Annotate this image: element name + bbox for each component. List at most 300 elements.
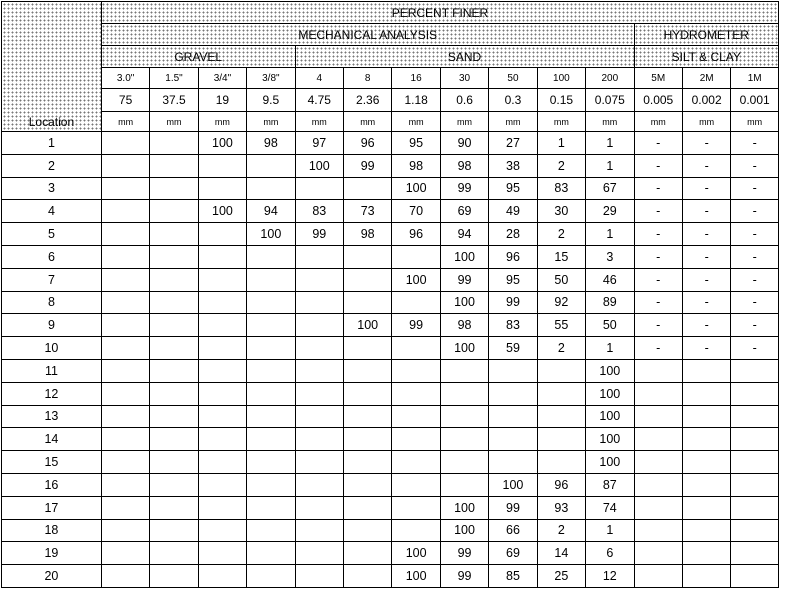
value-cell: 100 [440, 245, 488, 268]
sieve-cell-3: 3/8" [247, 68, 295, 89]
value-cell [392, 428, 440, 451]
value-cell: - [682, 268, 730, 291]
size-cell-10: 0.075 [586, 89, 634, 112]
value-cell: 6 [586, 542, 634, 565]
unit-cell-2: mm [198, 112, 246, 132]
value-cell [392, 245, 440, 268]
value-cell: 2 [537, 519, 585, 542]
value-cell [392, 496, 440, 519]
table-row [2, 268, 779, 291]
value-cell [198, 223, 246, 246]
value-cell [537, 382, 585, 405]
value-cell: 100 [440, 496, 488, 519]
value-cell [343, 565, 391, 588]
value-cell: 99 [440, 565, 488, 588]
value-cell: 100 [586, 428, 634, 451]
value-cell: 83 [295, 200, 343, 223]
value-cell [150, 359, 198, 382]
value-cell [150, 451, 198, 474]
value-cell [634, 405, 682, 428]
value-cell [392, 359, 440, 382]
size-cell-7: 0.6 [440, 89, 488, 112]
table-row [2, 382, 779, 405]
location-cell: 5 [2, 223, 102, 246]
value-cell [295, 496, 343, 519]
table-row [2, 428, 779, 451]
table-row [2, 451, 779, 474]
value-cell: 95 [392, 132, 440, 155]
value-cell: - [731, 337, 779, 360]
value-cell: 99 [440, 268, 488, 291]
table-row [2, 177, 779, 200]
value-cell: 100 [198, 132, 246, 155]
value-cell [634, 428, 682, 451]
value-cell: - [731, 314, 779, 337]
value-cell [198, 337, 246, 360]
value-cell: - [682, 177, 730, 200]
size-cell-3: 9.5 [247, 89, 295, 112]
value-cell: - [682, 223, 730, 246]
table-row [2, 245, 779, 268]
value-cell: 99 [489, 291, 537, 314]
value-cell [101, 268, 149, 291]
sand-label: SAND [447, 49, 482, 64]
unit-cell-13: mm [731, 112, 779, 132]
table-row [2, 200, 779, 223]
value-cell [682, 428, 730, 451]
value-cell: - [682, 245, 730, 268]
value-cell [295, 337, 343, 360]
sieve-cell-0: 3.0" [101, 68, 149, 89]
sieve-cell-11: 5M [634, 68, 682, 89]
value-cell [198, 314, 246, 337]
value-cell: 50 [537, 268, 585, 291]
value-cell: - [682, 154, 730, 177]
value-cell [150, 132, 198, 155]
value-cell [247, 154, 295, 177]
sieve-cell-2: 3/4" [198, 68, 246, 89]
value-cell: 92 [537, 291, 585, 314]
value-cell [150, 337, 198, 360]
value-cell [392, 519, 440, 542]
value-cell: 50 [586, 314, 634, 337]
value-cell [295, 565, 343, 588]
value-cell [489, 405, 537, 428]
value-cell [731, 473, 779, 496]
value-cell [247, 291, 295, 314]
value-cell: - [634, 268, 682, 291]
value-cell: 99 [440, 542, 488, 565]
value-cell [247, 519, 295, 542]
value-cell: 12 [586, 565, 634, 588]
value-cell [634, 496, 682, 519]
value-cell [198, 451, 246, 474]
value-cell [682, 519, 730, 542]
location-cell: 17 [2, 496, 102, 519]
unit-cell-8: mm [489, 112, 537, 132]
value-cell: 100 [489, 473, 537, 496]
table-row [2, 542, 779, 565]
value-cell: - [731, 132, 779, 155]
table-row [2, 496, 779, 519]
value-cell [101, 382, 149, 405]
value-cell [101, 428, 149, 451]
table-row [2, 337, 779, 360]
value-cell [440, 428, 488, 451]
size-cell-11: 0.005 [634, 89, 682, 112]
value-cell: 90 [440, 132, 488, 155]
value-cell [150, 565, 198, 588]
size-row [2, 89, 779, 112]
value-cell [731, 565, 779, 588]
table-row [2, 132, 779, 155]
value-cell [101, 291, 149, 314]
location-cell: 2 [2, 154, 102, 177]
unit-row [2, 112, 779, 132]
value-cell [682, 382, 730, 405]
size-cell-2: 19 [198, 89, 246, 112]
value-cell [343, 359, 391, 382]
value-cell: 96 [343, 132, 391, 155]
value-cell: 96 [489, 245, 537, 268]
location-cell: 3 [2, 177, 102, 200]
value-cell: 15 [537, 245, 585, 268]
unit-cell-11: mm [634, 112, 682, 132]
table-row [2, 473, 779, 496]
value-cell [634, 473, 682, 496]
value-cell [198, 473, 246, 496]
value-cell: 30 [537, 200, 585, 223]
value-cell: - [634, 154, 682, 177]
value-cell [489, 428, 537, 451]
value-cell [731, 382, 779, 405]
value-cell: 94 [247, 200, 295, 223]
value-cell [198, 519, 246, 542]
value-cell: 100 [343, 314, 391, 337]
value-cell [101, 314, 149, 337]
value-cell: 100 [247, 223, 295, 246]
unit-cell-9: mm [537, 112, 585, 132]
sieve-cell-10: 200 [586, 68, 634, 89]
location-cell: 4 [2, 200, 102, 223]
value-cell [247, 428, 295, 451]
value-cell [101, 451, 149, 474]
value-cell [295, 314, 343, 337]
gravel-header [101, 46, 295, 68]
value-cell: - [634, 314, 682, 337]
percent-finer-table [1, 1, 779, 588]
value-cell [198, 291, 246, 314]
value-cell: - [682, 200, 730, 223]
value-cell: 29 [586, 200, 634, 223]
sieve-cell-1: 1.5" [150, 68, 198, 89]
mechanical-analysis-label: MECHANICAL ANALYSIS [298, 27, 438, 42]
value-cell: 99 [489, 496, 537, 519]
value-cell [198, 177, 246, 200]
size-cell-0: 75 [101, 89, 149, 112]
silt-clay-header [634, 46, 778, 68]
location-cell: 16 [2, 473, 102, 496]
sand-header [295, 46, 634, 68]
value-cell [343, 177, 391, 200]
value-cell [489, 451, 537, 474]
percent-finer-header [101, 2, 778, 24]
value-cell: 100 [586, 359, 634, 382]
sieve-cell-5: 8 [343, 68, 391, 89]
value-cell: 59 [489, 337, 537, 360]
value-cell: 100 [198, 200, 246, 223]
value-cell [489, 359, 537, 382]
location-label: Location [28, 115, 75, 129]
location-cell: 19 [2, 542, 102, 565]
value-cell [295, 177, 343, 200]
value-cell: 99 [343, 154, 391, 177]
sieve-cell-7: 30 [440, 68, 488, 89]
value-cell [731, 451, 779, 474]
value-cell [537, 428, 585, 451]
value-cell [101, 337, 149, 360]
value-cell [295, 405, 343, 428]
size-cell-4: 4.75 [295, 89, 343, 112]
unit-cell-7: mm [440, 112, 488, 132]
value-cell [440, 405, 488, 428]
value-cell [101, 223, 149, 246]
size-cell-12: 0.002 [682, 89, 730, 112]
size-cell-13: 0.001 [731, 89, 779, 112]
value-cell [295, 359, 343, 382]
value-cell [150, 291, 198, 314]
sieve-row [2, 68, 779, 89]
value-cell [295, 428, 343, 451]
value-cell: 100 [392, 268, 440, 291]
value-cell [247, 177, 295, 200]
unit-cell-6: mm [392, 112, 440, 132]
value-cell: 87 [586, 473, 634, 496]
value-cell: - [634, 245, 682, 268]
value-cell [343, 542, 391, 565]
value-cell: 38 [489, 154, 537, 177]
value-cell: - [634, 132, 682, 155]
value-cell [343, 496, 391, 519]
value-cell [295, 268, 343, 291]
value-cell [247, 314, 295, 337]
value-cell [247, 382, 295, 405]
value-cell [440, 382, 488, 405]
value-cell: - [634, 223, 682, 246]
value-cell [682, 565, 730, 588]
value-cell [682, 405, 730, 428]
value-cell [489, 382, 537, 405]
size-cell-9: 0.15 [537, 89, 585, 112]
value-cell [101, 245, 149, 268]
value-cell: 74 [586, 496, 634, 519]
value-cell [198, 154, 246, 177]
value-cell [101, 200, 149, 223]
value-cell [247, 451, 295, 474]
value-cell: 100 [295, 154, 343, 177]
value-cell [247, 359, 295, 382]
unit-cell-10: mm [586, 112, 634, 132]
value-cell: 27 [489, 132, 537, 155]
value-cell: - [634, 291, 682, 314]
value-cell [101, 177, 149, 200]
value-cell [295, 473, 343, 496]
value-cell: 98 [440, 154, 488, 177]
value-cell [343, 473, 391, 496]
location-cell: 13 [2, 405, 102, 428]
value-cell [343, 382, 391, 405]
value-cell [150, 314, 198, 337]
value-cell: - [634, 177, 682, 200]
value-cell [440, 451, 488, 474]
location-cell: 1 [2, 132, 102, 155]
unit-cell-1: mm [150, 112, 198, 132]
value-cell [150, 223, 198, 246]
value-cell: - [731, 154, 779, 177]
value-cell: 55 [537, 314, 585, 337]
value-cell [731, 405, 779, 428]
location-cell: 20 [2, 565, 102, 588]
value-cell: 1 [586, 154, 634, 177]
location-cell: 11 [2, 359, 102, 382]
location-cell: 15 [2, 451, 102, 474]
value-cell [440, 359, 488, 382]
value-cell: 14 [537, 542, 585, 565]
value-cell: 100 [392, 565, 440, 588]
value-cell: 2 [537, 337, 585, 360]
value-cell [150, 473, 198, 496]
value-cell: 3 [586, 245, 634, 268]
location-cell: 9 [2, 314, 102, 337]
value-cell: 97 [295, 132, 343, 155]
value-cell [198, 382, 246, 405]
value-cell [634, 359, 682, 382]
value-cell [150, 542, 198, 565]
table-row [2, 519, 779, 542]
value-cell: 95 [489, 177, 537, 200]
value-cell: - [682, 291, 730, 314]
value-cell: 66 [489, 519, 537, 542]
value-cell: 93 [537, 496, 585, 519]
value-cell [634, 542, 682, 565]
value-cell [343, 337, 391, 360]
value-cell [392, 405, 440, 428]
unit-cell-0: mm [101, 112, 149, 132]
value-cell [247, 337, 295, 360]
value-cell [295, 451, 343, 474]
value-cell: 99 [295, 223, 343, 246]
value-cell: - [731, 223, 779, 246]
sieve-cell-6: 16 [392, 68, 440, 89]
value-cell [682, 451, 730, 474]
value-cell: 28 [489, 223, 537, 246]
value-cell [150, 519, 198, 542]
sieve-cell-13: 1M [731, 68, 779, 89]
value-cell [392, 382, 440, 405]
sieve-cell-12: 2M [682, 68, 730, 89]
value-cell [392, 291, 440, 314]
unit-cell-12: mm [682, 112, 730, 132]
value-cell: 73 [343, 200, 391, 223]
value-cell [101, 473, 149, 496]
value-cell: - [731, 200, 779, 223]
value-cell: 1 [537, 132, 585, 155]
value-cell: 96 [392, 223, 440, 246]
value-cell: - [634, 337, 682, 360]
value-cell: - [682, 314, 730, 337]
table-row [2, 154, 779, 177]
value-cell [731, 519, 779, 542]
value-cell [150, 177, 198, 200]
location-cell: 7 [2, 268, 102, 291]
value-cell: 1 [586, 337, 634, 360]
location-cell: 14 [2, 428, 102, 451]
value-cell: - [682, 337, 730, 360]
unit-cell-4: mm [295, 112, 343, 132]
value-cell [101, 359, 149, 382]
value-cell [198, 405, 246, 428]
value-cell [731, 542, 779, 565]
value-cell: 100 [440, 519, 488, 542]
value-cell [537, 451, 585, 474]
value-cell [634, 519, 682, 542]
value-cell [150, 428, 198, 451]
value-cell [150, 405, 198, 428]
value-cell [295, 291, 343, 314]
value-cell: 100 [440, 291, 488, 314]
hydrometer-header [634, 24, 778, 46]
sieve-cell-9: 100 [537, 68, 585, 89]
value-cell [247, 405, 295, 428]
value-cell [150, 268, 198, 291]
value-cell [247, 565, 295, 588]
value-cell [343, 405, 391, 428]
value-cell: 2 [537, 223, 585, 246]
value-cell: 89 [586, 291, 634, 314]
unit-cell-5: mm [343, 112, 391, 132]
value-cell [101, 132, 149, 155]
location-cell: 10 [2, 337, 102, 360]
value-cell [150, 382, 198, 405]
size-cell-6: 1.18 [392, 89, 440, 112]
value-cell: 69 [489, 542, 537, 565]
value-cell [101, 565, 149, 588]
location-cell: 12 [2, 382, 102, 405]
value-cell [150, 496, 198, 519]
value-cell [198, 496, 246, 519]
value-cell: 100 [586, 405, 634, 428]
location-cell: 6 [2, 245, 102, 268]
value-cell [198, 245, 246, 268]
value-cell: 49 [489, 200, 537, 223]
value-cell [343, 268, 391, 291]
value-cell [295, 382, 343, 405]
value-cell: 100 [440, 337, 488, 360]
value-cell: 95 [489, 268, 537, 291]
value-cell [392, 473, 440, 496]
value-cell [295, 519, 343, 542]
value-cell [343, 291, 391, 314]
value-cell [295, 245, 343, 268]
sieve-cell-4: 4 [295, 68, 343, 89]
value-cell [392, 337, 440, 360]
value-cell [198, 268, 246, 291]
value-cell: 100 [586, 451, 634, 474]
gravel-label: GRAVEL [174, 49, 223, 64]
percent-finer-label: PERCENT FINER [391, 5, 489, 20]
size-cell-1: 37.5 [150, 89, 198, 112]
location-cell: 18 [2, 519, 102, 542]
